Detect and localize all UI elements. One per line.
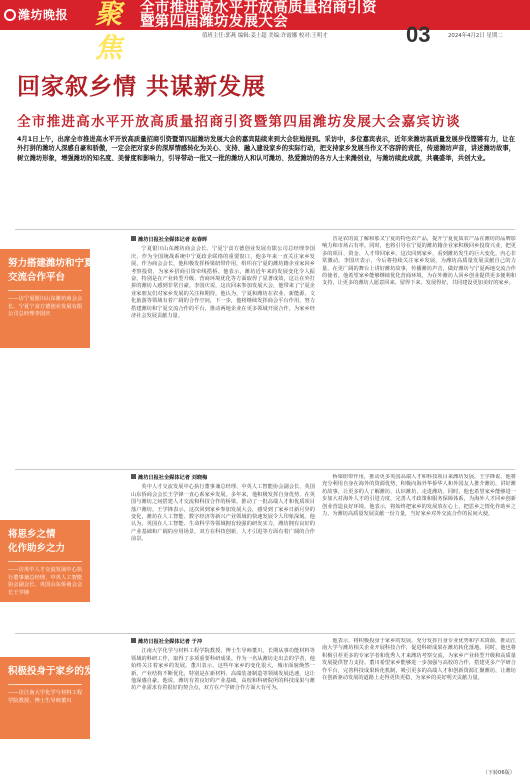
- divider: [15, 229, 515, 230]
- issue-date: 2024年4月2日 星期二: [448, 33, 503, 39]
- body-text: 宁夏银川山东潍坊商会会长、宁夏宁食方德创业发展有限公司总经理李国庆，作为全国统战系统中宁夏政企联络的重要窗口，他多年来一直关注家乡发展，作为商会会长，他积极发挥桥梁纽带作用，组织在宁夏的潍坊籍企业家回乡考察投资，为家乡招商引资牵线搭桥。他表示，潍坊近年来的发展变化令人振奋，特别是在产业转型升级、营商环境优化等方面取得了显著成效，这让在外打拼的潍坊人感到非常自豪。李国庆说，这次回来参加发展大会，他带来了宁夏企业家朋友们对家乡发展的关注和期待。他认为，宁夏和潍坊在农业、新能源、文化旅游等领域有着广阔的合作空间，下一步，他将继续发挥商会平台作用，努力搭建潍坊和宁夏交流合作的平台，推动两地企业在更多领域开展合作，为家乡经济社会发展贡献力量。: [131, 246, 315, 320]
- divider: [15, 469, 515, 470]
- quote-separator: [8, 684, 82, 685]
- interviewee-caption: ——访江南大学化学与材料工程学院教授、博士生导师董川: [8, 690, 83, 704]
- body-text: 桥梁纽带作用，推动更多英国高端人才和科技项目来潍坊发展。王学锋说，他将充分利用自身在海外的资源优势，积极向海外华侨华人和外国友人推介潍坊，讲好潍坊故事，让更多的人了解潍坊、认识潍坊、走进潍坊。同时，他也希望家乡能够进一步加大对海外人才的引进力度，完善人才政策和服务保障体系，为海外人才回乡创新创业营造良好环境。他表示，将始终把家乡的发展放在心上，把思乡之情化作助乡之力，为潍坊高质量发展贡献一份力量，当好家乡对外交流合作的民间大使。: [322, 474, 516, 518]
- pull-quote-line: 化作助乡之力: [8, 543, 66, 554]
- article-column: [322, 474, 516, 630]
- divider: [15, 633, 515, 634]
- byline: [131, 236, 315, 244]
- byline-text: 潍坊日报社全媒体记者 于冲: [138, 639, 203, 645]
- article-column: [322, 236, 516, 466]
- paper-name: 潍坊晚报: [18, 8, 69, 22]
- pull-quote: [0, 249, 94, 285]
- body-text: 江南大学化学与材料工程学院教授、博士生导师董川，长期从事功能材料等领域的科研工作，取得了多项重要科研成果。作为一名从潍坊走出去的学者，他始终关注着家乡的发展。董川表示，这些年家乡的变化很大，城市面貌焕然一新，产业结构不断优化，特别是在新材料、高端装备制造等领域发展迅速，这让他深感自豪。他说，潍坊有着良好的产业基础，高校和科研院所的科技成果与潍坊产业需求有着很好的契合点，双方在产学研合作方面大有可为。: [131, 648, 315, 692]
- pull-quote: [0, 657, 104, 679]
- body-text: 晋是农的流了解和那又宁夏的特色农产品，提升宁夏优质农产品在潍坊的品牌影响力和市场占有率。同时，也将引导在宁夏的潍坊籍企业家积极回乡投资兴业，把更多的项目、资金、人才带回家乡。这次回到家乡，看到潍坊发生的巨大变化，内心非常激动。李国庆表示，今后将持续关注家乡发展，为潍坊高质量发展贡献自己的力量，在更广阔的舞台上讲好潍坊故事，传播潍坊声音，做好潍坊与宁夏两地交流合作的使者。他希望家乡能够继续优化营商环境，为在外潍坊人回乡创业提供更多便利和支持，让更多的潍坊人愿意回来、留得下来、发展得好，共同建设更加美好的家乡。: [322, 236, 516, 287]
- pull-quote-line: 积极投身于家乡的发展: [8, 666, 104, 677]
- side-quote-box: [0, 657, 104, 739]
- article-column: [131, 638, 315, 776]
- quote-separator: [8, 561, 82, 562]
- interviewee-caption: ——访英中人才交流发展中心执行董事兼总经理、中英人工智能协会副会长、英国山东侨商会会长王学锋: [8, 567, 83, 596]
- byline-text: 潍坊日报社全媒体记者 刘晓梅: [138, 475, 208, 481]
- page-number: 03: [406, 22, 431, 47]
- page-title: 回家叙乡情 共谋新发展: [17, 73, 267, 100]
- article-column: [131, 474, 315, 630]
- paper-logo: [4, 7, 92, 24]
- continued-note: （下转06版）: [482, 770, 515, 776]
- side-quote-box: [0, 249, 94, 348]
- bullet-square-icon: [131, 474, 136, 479]
- bullet-square-icon: [131, 638, 136, 643]
- slogan-line-2: 暨第四届潍坊发展大会: [140, 14, 288, 30]
- body-text: 英中人才交流发展中心执行董事兼总经理、中英人工智能协会副会长、英国山东侨商会会长王学锋一直心系家乡发展。多年来，他积极发挥自身优势，在英国与潍坊之间搭建人才交流和科技合作的桥梁，推动了一批高端人才和优质项目落户潍坊。王学锋表示，这次回到家乡参加发展大会，感受到了家乡日新月异的变化，潍坊在人工智能、数字经济等新兴产业领域的快速发展令人印象深刻。他认为，英国在人工智能、生命科学等领域拥有较强的研发实力，潍坊拥有良好的产业基础和广阔的应用场景，双方在科技创新、人才引进等方面有着广阔的合作前景。: [131, 484, 315, 543]
- slogan-line-1: 全市推进高水平开放高质量招商引资: [140, 0, 377, 16]
- staff-credits: 值班主任:郭燕 编辑:姜士超 美编:许霞娜 校对:王明才: [202, 33, 328, 39]
- byline-text: 潍坊日报社全媒体记者 赵春晖: [138, 237, 208, 243]
- pull-quote-line: 交流合作平台: [8, 272, 66, 283]
- focus-emblem: 聚焦: [95, 0, 122, 64]
- pull-quote-line: 将思乡之情: [8, 529, 56, 540]
- bullet-square-icon: [131, 236, 136, 241]
- pull-quote-line: 努力搭建潍坊和宁夏: [8, 258, 94, 269]
- interviewee-caption: ——访宁夏银川山东潍坊商会会长、宁夏宁食方德创业发展有限公司总经理李国庆: [8, 296, 83, 317]
- masthead-slogan: [140, 1, 510, 29]
- byline: [131, 474, 315, 482]
- quote-separator: [8, 290, 82, 291]
- article-column: [131, 236, 315, 466]
- body-text: 他表示，将积极投身于家乡的发展，充分发挥自身专业优势和学术资源，推动江南大学与潍坊相关企业开展科技合作，促进科研成果在潍坊转化落地。同时，他也将积极引荐更多的专家学者和优秀人才来潍坊考察交流，为家乡产业转型升级和高质量发展提供智力支持。董川希望家乡能够进一步加强与高校的合作，搭建更多产学研合作平台，完善科技成果转化机制，吸引更多的高端人才和创新资源汇聚潍坊，让潍坊在创新驱动发展的道路上走得更快更稳，为家乡的美好明天贡献力量。: [322, 638, 516, 682]
- side-quote-box: [0, 520, 90, 602]
- page-subtitle: 全市推进高水平开放高质量招商引资暨第四届潍坊发展大会嘉宾访谈: [17, 114, 461, 130]
- pull-quote: [0, 520, 90, 556]
- masthead: [0, 0, 530, 64]
- lead-paragraph: 4月1日上午，出席全市推进高水平开放高质量招商引资暨第四届潍坊发展大会的嘉宾陆续来到大会驻地报到。采访中，多位嘉宾表示，近年来潍坊高质量发展步伐铿锵有力，让在外打拼的潍坊人深感自豪和骄傲，一定会把对家乡的深厚情感转化为关心、支持、融入建设家乡的实际行动，把支持家乡发展当作义不容辞的责任，传递潍坊声音，讲述潍坊故事，树立潍坊形象，增强潍坊的知名度、美誉度和影响力，引导带动一批又一批的潍坊人和认可潍坊、热爱潍坊的各方人士来潍创业，与潍坊续此成就，共襄盛举，共创大业。: [17, 136, 515, 162]
- article-column: [322, 638, 516, 766]
- logo-mark-icon: [4, 9, 16, 21]
- byline: [131, 638, 315, 646]
